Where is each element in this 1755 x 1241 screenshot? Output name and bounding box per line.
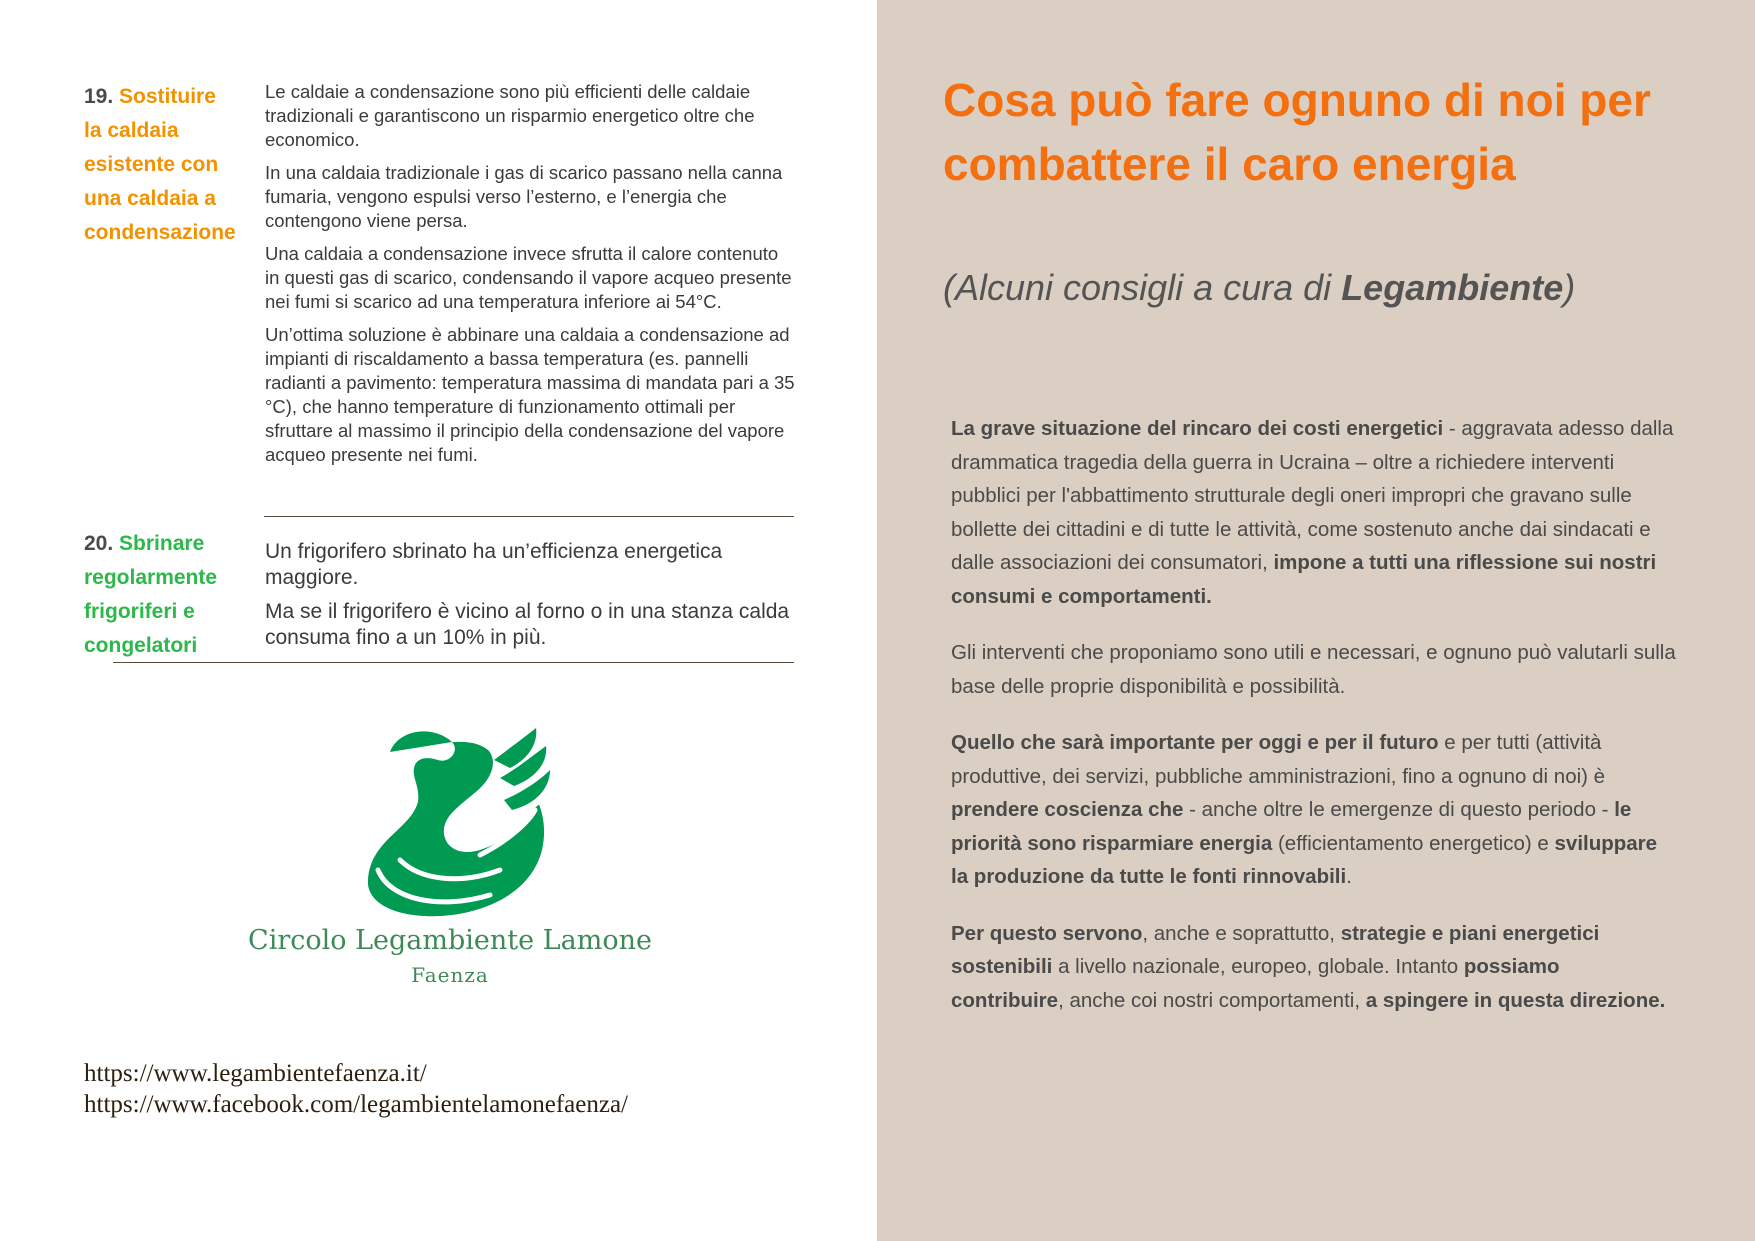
emphasis: a spingere in questa direzione.: [1365, 988, 1666, 1012]
tip-20-title: Sbrinare regolarmente frigoriferi e congelatori: [84, 532, 218, 657]
subtitle-suffix: ): [1563, 267, 1576, 308]
intro-paragraph-2: Gli interventi che proponiamo sono utili e necessari, e ognuno può valutarli sulla base delle proprie disponibilità e possibilità.: [951, 641, 1676, 698]
text: - anche oltre le emergenze di questo periodo -: [1183, 798, 1615, 821]
intro-paragraph-1: [951, 412, 1677, 613]
text: - aggravata adesso dalla drammatica tragedia della guerra in Ucraina – oltre a richiedere interventi pubblici per l'abbattimento strutturale degli oneri impropri che gravano sulle bollette dei cittadini e di tutte le attività, come sostenuto anche dai sindacati e dalle associazioni dei consumatori,: [951, 417, 1674, 574]
page-subtitle: [943, 266, 1703, 310]
text: e per tutti (attività produttive, dei servizi, pubbliche amministrazioni, fino a ognuno di noi) è: [951, 731, 1606, 788]
legambiente-logo: [240, 720, 660, 1000]
emphasis: strategie e piani energetici sostenibili: [951, 921, 1600, 978]
text: (efficientamento energetico) e: [1272, 831, 1555, 855]
tip-20: [84, 527, 794, 662]
emphasis: sviluppare la produzione da tutte le fonti rinnovabili: [951, 831, 1658, 888]
page-title: Cosa può fare ognuno di noi per combattere il caro energia: [943, 74, 1651, 190]
right-page: [877, 0, 1755, 1241]
tip-19: [84, 80, 794, 510]
emphasis: possiamo contribuire: [951, 955, 1560, 1012]
tip-19-paragraph: In una caldaia tradizionale i gas di scarico passano nella canna fumaria, vengono espulsi verso l’esterno, e l’energia che contengono viene persa.: [265, 162, 783, 231]
tip-19-body: [265, 80, 795, 476]
subtitle-strong: Legambiente: [1341, 267, 1564, 308]
emphasis: impone a tutti una riflessione sui nostri consumi e comportamenti.: [951, 551, 1657, 608]
tip-19-paragraph: Un’ottima soluzione è abbinare una caldaia a condensazione ad impianti di riscaldamento a bassa temperatura (es. pannelli radianti a pavimento: temperatura massima di mandata pari a 35 °C), che hanno temperature di funzionamento ottimali per sfruttare al massimo il principio della condensazione del vapore acqueo presente nei fumi.: [265, 324, 795, 465]
intro-paragraph-4: [951, 917, 1677, 1018]
tip-20-paragraph: Un frigorifero sbrinato ha un’efficienza energetica maggiore.: [265, 540, 723, 589]
swan-logo-icon: [360, 720, 550, 920]
emphasis: le priorità sono risparmiare energia: [951, 798, 1632, 855]
links-block: [84, 1058, 628, 1120]
logo-city: Faenza: [411, 963, 489, 987]
emphasis: Per questo servono: [951, 921, 1143, 945]
emphasis: prendere coscienza che: [951, 798, 1184, 821]
intro-paragraph-3: [951, 726, 1677, 894]
emphasis: La grave situazione del rincaro dei costi energetici: [951, 417, 1444, 440]
subtitle-prefix: (Alcuni consigli a cura di: [943, 267, 1342, 308]
tip-19-heading: [84, 80, 234, 250]
text: a livello nazionale, europeo, globale. Intanto: [1052, 955, 1464, 978]
tip-19-divider: [264, 516, 794, 517]
tip-19-number: 19.: [84, 85, 114, 108]
emphasis: Quello che sarà importante per oggi e per il futuro: [951, 731, 1439, 754]
tip-20-number: 20.: [84, 532, 114, 555]
tip-20-divider: [113, 662, 794, 663]
tip-20-paragraph: Ma se il frigorifero è vicino al forno o in una stanza calda consuma fino a un 10% in più.: [265, 600, 790, 649]
facebook-link[interactable]: https://www.facebook.com/legambientelamonefaenza/: [84, 1091, 629, 1118]
tip-19-paragraph: Una caldaia a condensazione invece sfrutta il calore contenuto in questi gas di scarico, condensando il vapore acqueo presente nei fumi si scarico ad una temperatura inferiore ai 54°C.: [265, 243, 792, 312]
website-link[interactable]: https://www.legambientefaenza.it/: [84, 1060, 427, 1087]
tip-19-paragraph: Le caldaie a condensazione sono più efficienti delle caldaie tradizionali e garantiscono un risparmio energetico oltre che economico.: [265, 81, 755, 150]
tip-20-body: [265, 539, 795, 659]
tip-20-heading: [84, 527, 234, 663]
logo-name: Circolo Legambiente Lamone: [248, 925, 652, 956]
text: , anche e soprattutto,: [1142, 921, 1341, 945]
text: .: [1346, 865, 1352, 888]
text: , anche coi nostri comportamenti,: [1058, 988, 1366, 1012]
left-page: [0, 0, 877, 1241]
intro-text: [951, 412, 1677, 1040]
tip-19-title: Sostituire la caldaia esistente con una caldaia a condensazione: [84, 85, 236, 244]
